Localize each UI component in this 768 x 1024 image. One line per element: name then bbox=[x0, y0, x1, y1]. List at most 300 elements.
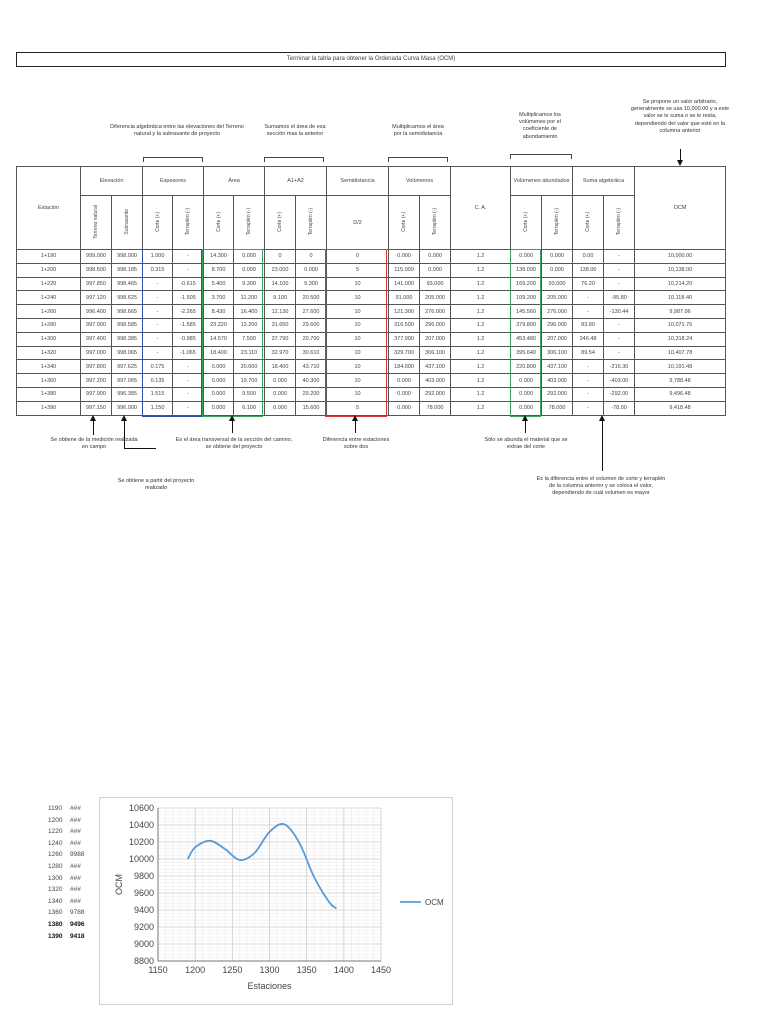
x-tick-label: 1200 bbox=[185, 965, 206, 975]
cell-esp-terraplen: - bbox=[173, 401, 204, 415]
cell-a1a2-terraplen: 29.600 bbox=[296, 318, 327, 332]
cell-ocm: 10,318.24 bbox=[635, 332, 726, 346]
cell-esp-terraplen: -1.585 bbox=[173, 318, 204, 332]
side-list-y: ### bbox=[70, 828, 81, 836]
cell-terreno-natural: 997.150 bbox=[81, 401, 112, 415]
side-list-y: ### bbox=[70, 874, 81, 882]
cell-suma-corte: 89.54 bbox=[573, 346, 604, 360]
y-tick-label: 9800 bbox=[133, 871, 154, 881]
side-list-x: 1340 bbox=[48, 897, 63, 905]
cell-vol-terraplen: 93.000 bbox=[420, 277, 451, 291]
cell-abund-terraplen: 403.000 bbox=[542, 374, 573, 388]
cell-suma-corte: - bbox=[573, 305, 604, 319]
y-tick-label: 10200 bbox=[128, 837, 154, 847]
cell-vol-corte: 377.900 bbox=[389, 332, 420, 346]
note-propone: Se propone un valor arbitrario, generalmente se usa 10,000.00 y a este valor se le suma o se le resta, dependiendo del valor que esté en la columna anterior bbox=[630, 99, 730, 134]
cell-esp-terraplen: -0.985 bbox=[173, 332, 204, 346]
x-axis-label: Estaciones bbox=[247, 981, 292, 991]
cell-ca: 1.2 bbox=[451, 305, 511, 319]
cell-semidistancia: 0 bbox=[327, 250, 389, 264]
cell-abund-corte: 169.200 bbox=[511, 277, 542, 291]
side-list-x: 1220 bbox=[48, 828, 63, 836]
cell-area-corte: 0.000 bbox=[204, 374, 234, 388]
cell-a1a2-terraplen: 0 bbox=[296, 250, 327, 264]
side-list-item bbox=[48, 838, 98, 850]
table-row bbox=[17, 250, 726, 264]
cell-abund-terraplen: 437.100 bbox=[542, 360, 573, 374]
cell-suma-corte: 246.48 bbox=[573, 332, 604, 346]
side-list-y: ### bbox=[70, 897, 81, 905]
cell-estacion: 1+200 bbox=[17, 263, 81, 277]
y-tick-label: 10000 bbox=[128, 854, 154, 864]
y-tick-label: 9000 bbox=[133, 939, 154, 949]
cell-terreno-natural: 997.000 bbox=[81, 346, 112, 360]
cell-a1a2-corte: 0.000 bbox=[265, 401, 296, 415]
cell-a1a2-terraplen: 40.300 bbox=[296, 374, 327, 388]
y-axis-label: OCM bbox=[114, 874, 124, 895]
cell-esp-terraplen: - bbox=[173, 360, 204, 374]
page-title: Terminar la tabla para obtener la Ordenada Curva Masa (OCM) bbox=[16, 52, 726, 67]
cell-estacion: 1+320 bbox=[17, 346, 81, 360]
cell-area-terraplen: 13.200 bbox=[234, 318, 265, 332]
cell-ca: 1.2 bbox=[451, 277, 511, 291]
header-ocm: OCM bbox=[635, 167, 726, 250]
cell-vol-terraplen: 437.100 bbox=[420, 360, 451, 374]
cell-area-terraplen: 19.700 bbox=[234, 374, 265, 388]
cell-abund-terraplen: 0.000 bbox=[542, 250, 573, 264]
ocm-chart bbox=[100, 798, 452, 1004]
cell-suma-corte: 76.20 bbox=[573, 277, 604, 291]
cell-area-terraplen: 11.200 bbox=[234, 291, 265, 305]
cell-vol-corte: 91.000 bbox=[389, 291, 420, 305]
cell-abund-corte: 0.000 bbox=[511, 387, 542, 401]
cell-area-corte: 14.300 bbox=[204, 250, 234, 264]
header-vol-abundados: Volúmenes abundados bbox=[511, 167, 573, 196]
cell-area-terraplen: 0.000 bbox=[234, 263, 265, 277]
cell-esp-terraplen: -2.265 bbox=[173, 305, 204, 319]
cell-abund-corte: 220.800 bbox=[511, 360, 542, 374]
table-row bbox=[17, 263, 726, 277]
side-list-item bbox=[48, 884, 98, 896]
cell-suma-corte: 83.80 bbox=[573, 318, 604, 332]
cell-area-corte: 3.700 bbox=[204, 291, 234, 305]
cell-ca: 1.2 bbox=[451, 332, 511, 346]
header-semidistancia: Semidistancia bbox=[327, 167, 389, 196]
cell-a1a2-terraplen: 15.600 bbox=[296, 401, 327, 415]
header-volumenes: Volúmenes bbox=[389, 167, 451, 196]
note-area-transv: Es el área transversal de la sección del camino, se obtiene del proyecto bbox=[175, 437, 293, 451]
cell-abund-corte: 109.200 bbox=[511, 291, 542, 305]
cell-vol-terraplen: 296.000 bbox=[420, 318, 451, 332]
cell-semidistancia: 10 bbox=[327, 374, 389, 388]
cell-semidistancia: 10 bbox=[327, 332, 389, 346]
cell-area-terraplen: 20.600 bbox=[234, 360, 265, 374]
cell-suma-terraplen: - bbox=[604, 263, 635, 277]
cell-vol-terraplen: 205.000 bbox=[420, 291, 451, 305]
note-abunda: Sólo se abunda el material que se extrae del corte bbox=[484, 437, 568, 451]
header-d2: D/2 bbox=[327, 196, 389, 250]
cell-area-corte: 0.000 bbox=[204, 401, 234, 415]
cell-abund-corte: 0.000 bbox=[511, 401, 542, 415]
cell-estacion: 1+360 bbox=[17, 374, 81, 388]
cell-a1a2-corte: 37.790 bbox=[265, 332, 296, 346]
cell-abund-terraplen: 276.000 bbox=[542, 305, 573, 319]
note-dif-volumen: Es la diferencia entre el volumen de corte y terraplén de la columna anterior y se coloca el valor, dependiendo de cuál volumen es mayor bbox=[536, 476, 666, 497]
header-a1a2: A1+A2 bbox=[265, 167, 327, 196]
cell-abund-corte: 138.000 bbox=[511, 263, 542, 277]
note-sumamos: Sumamos el área de esa sección mas la anterior bbox=[264, 124, 326, 138]
cell-vol-corte: 329.700 bbox=[389, 346, 420, 360]
cell-area-corte: 8.700 bbox=[204, 263, 234, 277]
cell-a1a2-corte: 23.000 bbox=[265, 263, 296, 277]
cell-area-terraplen: 0.000 bbox=[234, 250, 265, 264]
cell-esp-terraplen: - bbox=[173, 387, 204, 401]
cell-suma-terraplen: - bbox=[604, 346, 635, 360]
cell-esp-corte: 1.000 bbox=[143, 250, 173, 264]
cell-a1a2-corte: 0 bbox=[265, 250, 296, 264]
cell-ca: 1.2 bbox=[451, 250, 511, 264]
cell-subrasante: 997.625 bbox=[112, 360, 143, 374]
cell-a1a2-corte: 0.000 bbox=[265, 374, 296, 388]
cell-vol-corte: 0.000 bbox=[389, 250, 420, 264]
cell-semidistancia: 10 bbox=[327, 277, 389, 291]
header-subrasante: Subrasante bbox=[124, 208, 130, 235]
cell-estacion: 1+340 bbox=[17, 360, 81, 374]
cell-suma-corte: - bbox=[573, 374, 604, 388]
cell-vol-corte: 141.000 bbox=[389, 277, 420, 291]
cell-ca: 1.2 bbox=[451, 374, 511, 388]
side-list-x: 1380 bbox=[48, 920, 63, 928]
cell-suma-terraplen: -403.00 bbox=[604, 374, 635, 388]
cell-estacion: 1+390 bbox=[17, 401, 81, 415]
cell-ocm: 10,071.76 bbox=[635, 318, 726, 332]
cell-area-corte: 14.570 bbox=[204, 332, 234, 346]
cell-abund-terraplen: 292.000 bbox=[542, 387, 573, 401]
cell-esp-terraplen: -1.505 bbox=[173, 291, 204, 305]
cell-abund-corte: 379.800 bbox=[511, 318, 542, 332]
cell-esp-corte: - bbox=[143, 277, 173, 291]
y-tick-label: 9400 bbox=[133, 905, 154, 915]
cell-subrasante: 998.065 bbox=[112, 346, 143, 360]
cell-esp-corte: - bbox=[143, 318, 173, 332]
cell-estacion: 1+190 bbox=[17, 250, 81, 264]
cell-abund-corte: 395.640 bbox=[511, 346, 542, 360]
cell-area-terraplen: 23.110 bbox=[234, 346, 265, 360]
x-tick-label: 1250 bbox=[222, 965, 243, 975]
cell-semidistancia: 5 bbox=[327, 401, 389, 415]
cell-ocm: 10,000.00 bbox=[635, 250, 726, 264]
cell-suma-corte: - bbox=[573, 401, 604, 415]
cell-suma-terraplen: -130.44 bbox=[604, 305, 635, 319]
cell-ocm: 9,496.48 bbox=[635, 387, 726, 401]
cell-a1a2-corte: 32.970 bbox=[265, 346, 296, 360]
header-suma-corte: Corte (+) bbox=[585, 211, 592, 232]
cell-ca: 1.2 bbox=[451, 346, 511, 360]
header-terreno-natural: Terreno natural bbox=[93, 204, 99, 239]
arrow-medicion bbox=[93, 421, 94, 435]
cell-esp-terraplen: - bbox=[173, 263, 204, 277]
cell-esp-corte: 0.135 bbox=[143, 374, 173, 388]
cell-estacion: 1+300 bbox=[17, 332, 81, 346]
note-diferencia: Diferencia algebráica entre las elevaciones del Terreno natural y la subrasante de proyecto bbox=[110, 124, 244, 138]
side-list-y: 9788 bbox=[70, 909, 85, 917]
header-vol-corte: Corte (+) bbox=[401, 211, 408, 232]
cell-ca: 1.2 bbox=[451, 360, 511, 374]
side-list-item bbox=[48, 896, 98, 908]
cell-terreno-natural: 997.800 bbox=[81, 360, 112, 374]
cell-esp-terraplen: - bbox=[173, 374, 204, 388]
cell-a1a2-terraplen: 43.710 bbox=[296, 360, 327, 374]
y-tick-label: 10600 bbox=[128, 803, 154, 813]
x-tick-label: 1300 bbox=[259, 965, 280, 975]
cell-abund-terraplen: 306.100 bbox=[542, 346, 573, 360]
cell-vol-corte: 0.000 bbox=[389, 387, 420, 401]
ocm-table bbox=[16, 166, 726, 416]
cell-esp-corte: - bbox=[143, 305, 173, 319]
cell-suma-terraplen: - bbox=[604, 332, 635, 346]
cell-ca: 1.2 bbox=[451, 387, 511, 401]
cell-ocm: 10,191.48 bbox=[635, 360, 726, 374]
bracket-volumenes bbox=[388, 157, 448, 162]
arrow-ocm bbox=[680, 149, 681, 160]
header-ca: C. A. bbox=[451, 167, 511, 250]
cell-vol-corte: 316.500 bbox=[389, 318, 420, 332]
cell-vol-terraplen: 78.000 bbox=[420, 401, 451, 415]
header-esp-corte: Corte (+) bbox=[154, 211, 161, 232]
cell-esp-terraplen: - bbox=[173, 250, 204, 264]
cell-subrasante: 997.065 bbox=[112, 374, 143, 388]
header-suma-alg: Suma algebráica bbox=[573, 167, 635, 196]
cell-ca: 1.2 bbox=[451, 263, 511, 277]
cell-a1a2-terraplen: 27.600 bbox=[296, 305, 327, 319]
cell-suma-corte: 138.00 bbox=[573, 263, 604, 277]
cell-vol-corte: 184.000 bbox=[389, 360, 420, 374]
cell-vol-terraplen: 292.000 bbox=[420, 387, 451, 401]
header-espesores: Espesores bbox=[143, 167, 204, 196]
cell-semidistancia: 10 bbox=[327, 360, 389, 374]
cell-ocm: 10,118.40 bbox=[635, 291, 726, 305]
table-row bbox=[17, 277, 726, 291]
side-list-item bbox=[48, 907, 98, 919]
cell-a1a2-corte: 12.130 bbox=[265, 305, 296, 319]
table-row bbox=[17, 305, 726, 319]
cell-area-terraplen: 6.100 bbox=[234, 401, 265, 415]
cell-abund-terraplen: 78.000 bbox=[542, 401, 573, 415]
cell-subrasante: 998.385 bbox=[112, 332, 143, 346]
y-tick-label: 10400 bbox=[128, 820, 154, 830]
header-elevacion: Elevación bbox=[81, 167, 143, 196]
table-row bbox=[17, 387, 726, 401]
cell-ocm: 10,407.78 bbox=[635, 346, 726, 360]
note-multiplicamos-coef: Multiplicamos los volúmenes por el coeficiente de abundamiento bbox=[519, 112, 561, 140]
cell-estacion: 1+380 bbox=[17, 387, 81, 401]
cell-subrasante: 998.465 bbox=[112, 277, 143, 291]
side-list-item bbox=[48, 803, 98, 815]
cell-a1a2-corte: 0.000 bbox=[265, 387, 296, 401]
cell-suma-terraplen: -292.00 bbox=[604, 387, 635, 401]
cell-area-corte: 5.400 bbox=[204, 277, 234, 291]
table-row bbox=[17, 332, 726, 346]
cell-esp-terraplen: -1.065 bbox=[173, 346, 204, 360]
arrow-dif-volumen bbox=[602, 421, 603, 471]
cell-subrasante: 998.185 bbox=[112, 263, 143, 277]
side-list-x: 1260 bbox=[48, 851, 63, 859]
cell-subrasante: 998.665 bbox=[112, 305, 143, 319]
cell-vol-corte: 0.000 bbox=[389, 401, 420, 415]
side-list-x: 1200 bbox=[48, 816, 63, 824]
cell-esp-corte: 0.315 bbox=[143, 263, 173, 277]
side-list-x: 1190 bbox=[48, 805, 62, 812]
cell-subrasante: 996.000 bbox=[112, 401, 143, 415]
cell-terreno-natural: 997.850 bbox=[81, 277, 112, 291]
cell-area-corte: 8.430 bbox=[204, 305, 234, 319]
cell-area-corte: 18.400 bbox=[204, 346, 234, 360]
cell-esp-terraplen: -0.615 bbox=[173, 277, 204, 291]
table-row bbox=[17, 291, 726, 305]
cell-ca: 1.2 bbox=[451, 291, 511, 305]
note-proyecto: Se obtiene a partir del proyecto realizado bbox=[117, 478, 195, 492]
cell-vol-terraplen: 276.000 bbox=[420, 305, 451, 319]
arrow-semidistancia bbox=[355, 421, 356, 433]
cell-abund-terraplen: 207.000 bbox=[542, 332, 573, 346]
cell-area-corte: 0.000 bbox=[204, 360, 234, 374]
y-tick-label: 9200 bbox=[133, 922, 154, 932]
cell-terreno-natural: 997.900 bbox=[81, 387, 112, 401]
cell-ca: 1.2 bbox=[451, 401, 511, 415]
cell-semidistancia: 5 bbox=[327, 263, 389, 277]
cell-a1a2-terraplen: 20.700 bbox=[296, 332, 327, 346]
cell-abund-corte: 145.560 bbox=[511, 305, 542, 319]
side-list-y: ### bbox=[70, 862, 81, 870]
side-list-y: 9988 bbox=[70, 851, 85, 859]
table-row bbox=[17, 374, 726, 388]
bracket-espesores bbox=[143, 157, 203, 162]
side-list-y: ### bbox=[70, 886, 81, 894]
header-suma-terraplen: Terraplén (-) bbox=[616, 207, 623, 236]
cell-terreno-natural: 997.000 bbox=[81, 318, 112, 332]
cell-esp-corte: 1.515 bbox=[143, 387, 173, 401]
cell-vol-corte: 115.000 bbox=[389, 263, 420, 277]
cell-area-terraplen: 9.300 bbox=[234, 277, 265, 291]
header-area-terraplen: Terraplén (-) bbox=[246, 207, 253, 236]
cell-ca: 1.2 bbox=[451, 318, 511, 332]
cell-ocm: 9,788.48 bbox=[635, 374, 726, 388]
cell-a1a2-corte: 31.650 bbox=[265, 318, 296, 332]
header-area-corte: Corte (+) bbox=[215, 211, 222, 232]
cell-ocm: 9,987.96 bbox=[635, 305, 726, 319]
cell-esp-corte: 1.150 bbox=[143, 401, 173, 415]
cell-suma-terraplen: -216.30 bbox=[604, 360, 635, 374]
cell-vol-corte: 0.000 bbox=[389, 374, 420, 388]
cell-terreno-natural: 997.120 bbox=[81, 291, 112, 305]
note-medicion: Se obtiene de la medición realizada en campo bbox=[50, 437, 138, 451]
cell-suma-terraplen: -78.00 bbox=[604, 401, 635, 415]
cell-suma-terraplen: -95.80 bbox=[604, 291, 635, 305]
cell-semidistancia: 10 bbox=[327, 346, 389, 360]
cell-a1a2-terraplen: 30.610 bbox=[296, 346, 327, 360]
cell-suma-terraplen: - bbox=[604, 277, 635, 291]
arrow-abunda bbox=[525, 421, 526, 433]
side-list-y: ### bbox=[70, 805, 81, 812]
cell-esp-corte: 0.175 bbox=[143, 360, 173, 374]
legend-label-ocm: OCM bbox=[425, 898, 444, 907]
cell-semidistancia: 10 bbox=[327, 291, 389, 305]
table-row bbox=[17, 360, 726, 374]
cell-suma-corte: - bbox=[573, 387, 604, 401]
note-dif-estaciones: Diferencia entre estaciones sobre dos bbox=[322, 437, 390, 451]
cell-ocm: 10,138.00 bbox=[635, 263, 726, 277]
x-tick-label: 1350 bbox=[296, 965, 317, 975]
side-list-x: 1240 bbox=[48, 839, 63, 847]
cell-abund-corte: 453.480 bbox=[511, 332, 542, 346]
y-tick-label: 8800 bbox=[133, 956, 154, 966]
cell-subrasante: 996.385 bbox=[112, 387, 143, 401]
side-list-x: 1300 bbox=[48, 874, 63, 882]
cell-terreno-natural: 999.000 bbox=[81, 250, 112, 264]
cell-a1a2-terraplen: 29.200 bbox=[296, 387, 327, 401]
header-a1a2-corte: Corte (+) bbox=[277, 211, 284, 232]
cell-terreno-natural: 997.400 bbox=[81, 332, 112, 346]
bracket-a1a2 bbox=[264, 157, 324, 162]
chart-frame bbox=[99, 797, 453, 1005]
table-row bbox=[17, 401, 726, 415]
cell-semidistancia: 10 bbox=[327, 305, 389, 319]
cell-suma-corte: - bbox=[573, 360, 604, 374]
cell-a1a2-corte: 18.400 bbox=[265, 360, 296, 374]
side-list-x: 1320 bbox=[48, 886, 63, 894]
cell-ocm: 9,418.48 bbox=[635, 401, 726, 415]
cell-terreno-natural: 996.400 bbox=[81, 305, 112, 319]
cell-vol-terraplen: 207.000 bbox=[420, 332, 451, 346]
y-tick-label: 9600 bbox=[133, 888, 154, 898]
side-list-x: 1280 bbox=[48, 862, 63, 870]
cell-vol-terraplen: 403.000 bbox=[420, 374, 451, 388]
side-list-item bbox=[48, 815, 98, 827]
cell-esp-corte: - bbox=[143, 332, 173, 346]
cell-abund-terraplen: 93.000 bbox=[542, 277, 573, 291]
cell-estacion: 1+260 bbox=[17, 305, 81, 319]
cell-esp-corte: - bbox=[143, 291, 173, 305]
cell-abund-corte: 0.000 bbox=[511, 250, 542, 264]
cell-esp-corte: - bbox=[143, 346, 173, 360]
side-value-list bbox=[48, 803, 98, 942]
x-tick-label: 1400 bbox=[333, 965, 354, 975]
cell-a1a2-terraplen: 9.300 bbox=[296, 277, 327, 291]
cell-suma-terraplen: - bbox=[604, 318, 635, 332]
cell-a1a2-terraplen: 0.000 bbox=[296, 263, 327, 277]
side-list-item bbox=[48, 919, 98, 931]
side-list-item bbox=[48, 861, 98, 873]
table-row bbox=[17, 346, 726, 360]
header-vol-terraplen: Terraplén (-) bbox=[432, 207, 439, 236]
cell-vol-corte: 121.300 bbox=[389, 305, 420, 319]
side-list-y: 9496 bbox=[70, 920, 85, 928]
header-abund-corte: Corte (+) bbox=[523, 211, 530, 232]
cell-suma-corte: - bbox=[573, 291, 604, 305]
cell-vol-terraplen: 0.000 bbox=[420, 250, 451, 264]
cell-area-terraplen: 7.500 bbox=[234, 332, 265, 346]
arrow-area bbox=[232, 421, 233, 433]
cell-vol-terraplen: 306.100 bbox=[420, 346, 451, 360]
cell-area-corte: 0.000 bbox=[204, 387, 234, 401]
side-list-item bbox=[48, 849, 98, 861]
header-a1a2-terraplen: Terraplén (-) bbox=[308, 207, 315, 236]
cell-estacion: 1+240 bbox=[17, 291, 81, 305]
cell-terreno-natural: 997.200 bbox=[81, 374, 112, 388]
cell-suma-corte: 0.00 bbox=[573, 250, 604, 264]
side-list-y: ### bbox=[70, 839, 81, 847]
x-tick-label: 1450 bbox=[370, 965, 392, 975]
